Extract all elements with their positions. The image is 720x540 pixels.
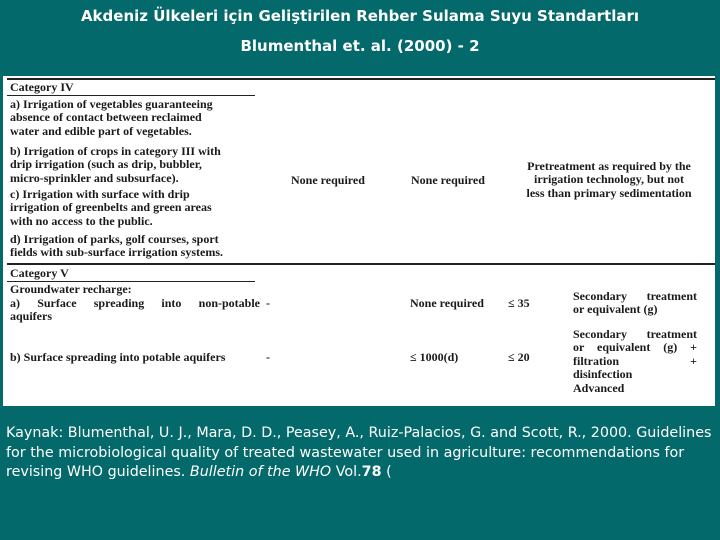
cat-v-row-a-label: a) Surface spreading into non-potable aquifers [10, 296, 260, 324]
slide-title: Akdeniz Ülkeleri için Geliştirilen Rehber Sulama Suyu Standartları [80, 7, 640, 25]
cat-v-row-b-col2: - [266, 350, 270, 364]
cat-v-row-b-col5: Secondary treatment or equivalent (g) + filtration + disinfection Advanced [573, 327, 697, 395]
category-divider [7, 263, 715, 265]
citation-journal: Bulletin of the WHO [189, 464, 332, 480]
cat-iv-item-a: a) Irrigation of vegetables guaranteeing absence of contact between reclaimed water and edible part of vegetables. [10, 97, 213, 138]
citation-vol-label: Vol. [331, 464, 362, 480]
cat-v-row-b-col4: ≤ 20 [508, 350, 530, 364]
citation-text: Kaynak: Blumenthal, U. J., Mara, D. D., Peasey, A., Ruiz-Palacios, G. and Scott, R., 2000. Guidelines for the microbiological quality of treated wastewater used in agriculture: recommendations for revising WHO guidelines. [6, 425, 712, 480]
cat-v-subheading: Groundwater recharge: [10, 282, 132, 296]
table-top-rule [7, 78, 715, 80]
cat-iv-col2: None required [291, 173, 365, 187]
cat-iv-col3: None required [411, 173, 485, 187]
cat-v-row-a-col4: ≤ 35 [508, 296, 530, 310]
cat-v-row-a-col3: None required [410, 296, 484, 310]
cat-v-row-a-col2: - [266, 296, 270, 310]
standards-table-image [3, 76, 715, 406]
cat-v-row-a-col5: Secondary treatment or equivalent (g) [573, 289, 697, 317]
cat-iv-item-b: b) Irrigation of crops in category III with drip irrigation (such as drip, bubbler, micro-sprinkler and subsurface). [10, 144, 221, 185]
citation-tail: ( [381, 464, 392, 480]
category-iv-heading: Category IV [10, 80, 74, 94]
slide-subtitle: Blumenthal et. al. (2000) - 2 [240, 37, 480, 55]
cat-iv-item-c: c) Irrigation with surface with drip irrigation of greenbelts and green areas with no access to the public. [10, 187, 212, 228]
source-citation [6, 424, 718, 483]
category-iv-rule [7, 95, 255, 96]
cat-v-row-b-col3: ≤ 1000(d) [410, 350, 459, 364]
cat-iv-col4: Pretreatment as required by the irrigation technology, but not less than primary sedimentation [526, 159, 692, 200]
cat-v-row-b-label: b) Surface spreading into potable aquifers [10, 350, 226, 364]
citation-vol-number: 78 [361, 464, 382, 480]
cat-iv-item-d: d) Irrigation of parks, golf courses, sport fields with sub-surface irrigation systems. [10, 232, 223, 260]
category-v-heading: Category V [10, 266, 69, 280]
